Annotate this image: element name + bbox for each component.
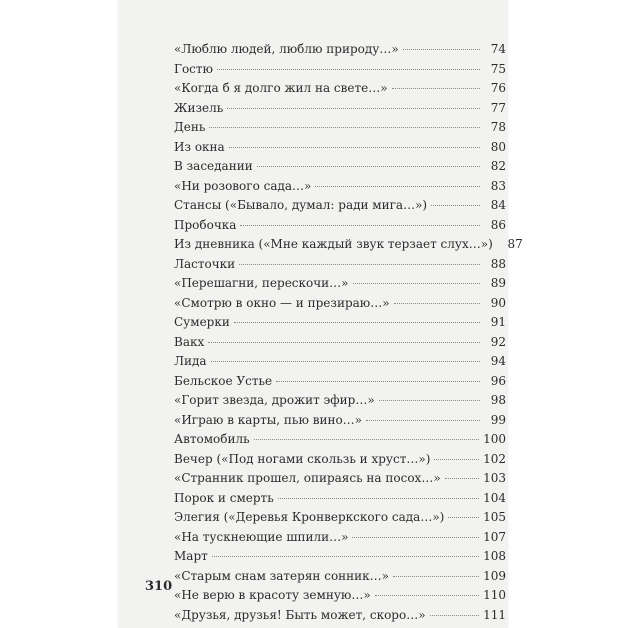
toc-entry xyxy=(174,450,506,470)
toc-entry-page: 74 xyxy=(490,42,506,56)
toc-entry-page: 98 xyxy=(490,393,506,407)
dot-leader xyxy=(254,439,479,440)
toc-entry xyxy=(174,372,506,392)
dot-leader xyxy=(240,225,480,226)
toc-entry-title: Вечер («Под ногами скользь и хруст…») xyxy=(174,451,431,466)
toc-entry-title: В заседании xyxy=(174,159,253,173)
toc-entry-title: Элегия («Деревья Кронверкского сада…») xyxy=(174,510,445,524)
dot-leader xyxy=(217,69,480,70)
toc-entry-title: «Когда б я долго жил на свете…» xyxy=(174,81,388,95)
toc-entry-title: «На тускнеющие шпили…» xyxy=(174,529,349,544)
toc-entry-title: Пробочка xyxy=(174,217,237,232)
toc-entry xyxy=(174,118,506,138)
toc-entry-page: 84 xyxy=(490,198,506,212)
dot-leader xyxy=(278,498,479,499)
toc-entry-page: 107 xyxy=(483,529,506,544)
toc-entry-page: 80 xyxy=(490,139,506,154)
dot-leader xyxy=(276,381,480,382)
dot-leader xyxy=(208,342,480,343)
toc-entry-title: «Перешагни, перескочи…» xyxy=(174,276,349,290)
dot-leader xyxy=(353,283,480,284)
toc-entry-title: «Старым снам затерян сонник…» xyxy=(174,568,390,583)
toc-entry-title: Из окна xyxy=(174,139,225,154)
toc-entry-page: 83 xyxy=(490,178,506,193)
dot-leader xyxy=(379,400,480,401)
toc-entry-title: Жизель xyxy=(174,100,224,115)
toc-entry-page: 111 xyxy=(483,607,506,622)
toc-entry-page: 87 xyxy=(507,237,523,251)
dot-leader xyxy=(375,595,479,596)
toc-entry-title: «Друзья, друзья! Быть может, скоро…» xyxy=(174,607,426,622)
toc-entry-title: Из дневника («Мне каждый звук терзает слух…») xyxy=(174,237,493,251)
toc-entry-title: «Играю в карты, пью вино…» xyxy=(174,412,363,427)
toc-entry xyxy=(174,177,506,197)
toc-entry-title: Гостю xyxy=(174,61,213,76)
dot-leader xyxy=(352,537,479,538)
toc-entry-title: Лида xyxy=(174,354,207,368)
toc-entry xyxy=(174,391,506,411)
toc-entry-title: Сумерки xyxy=(174,315,230,329)
toc-entry xyxy=(174,40,506,60)
dot-leader xyxy=(394,303,480,304)
dot-leader xyxy=(211,361,480,362)
toc-entry-page: 104 xyxy=(483,490,506,505)
toc-entry xyxy=(174,567,506,587)
toc-entry-title: Бельское Устье xyxy=(174,373,273,388)
toc-entry-page: 103 xyxy=(483,471,506,485)
dot-leader xyxy=(430,615,480,616)
toc-entry-page: 105 xyxy=(483,510,506,524)
dot-leader xyxy=(227,108,480,109)
toc-entry-page: 99 xyxy=(490,412,506,427)
toc-entry-title: Стансы («Бывало, думал: ради мига…») xyxy=(174,198,428,212)
toc-entry xyxy=(174,274,506,294)
toc-entry-page: 94 xyxy=(490,354,506,368)
toc-entry-title: Автомобиль xyxy=(174,432,250,446)
dot-leader xyxy=(239,264,480,265)
toc-entry-title: «Ни розового сада…» xyxy=(174,178,312,193)
toc-entry-title: Март xyxy=(174,549,208,563)
toc-entry xyxy=(174,352,506,372)
toc-entry xyxy=(174,606,506,626)
toc-entry xyxy=(174,294,506,314)
dot-leader xyxy=(366,420,480,421)
dot-leader xyxy=(234,322,480,323)
toc-entry xyxy=(174,469,506,489)
dot-leader xyxy=(212,556,479,557)
toc-entry-page: 100 xyxy=(483,432,506,446)
page-number: 310 xyxy=(145,579,173,594)
toc-entry xyxy=(174,313,506,333)
dot-leader xyxy=(431,205,480,206)
toc-entry xyxy=(174,528,506,548)
toc-entry xyxy=(174,216,506,236)
dot-leader xyxy=(257,166,480,167)
toc-entry xyxy=(174,255,506,275)
toc-entry-page: 90 xyxy=(490,295,506,310)
toc-entry xyxy=(174,99,506,119)
toc-entry-page: 102 xyxy=(483,451,506,466)
toc-entry-title: «Смотрю в окно — и презираю…» xyxy=(174,295,390,310)
toc-entry-page: 76 xyxy=(490,81,506,95)
toc-entry-title: «Горит звезда, дрожит эфир…» xyxy=(174,393,375,407)
toc-entry xyxy=(174,333,506,353)
toc-entry-title: День xyxy=(174,120,206,134)
table-of-contents xyxy=(174,40,523,625)
toc-entry-page: 92 xyxy=(490,334,506,349)
toc-entry xyxy=(174,489,506,509)
toc-entry-title: Вакх xyxy=(174,334,205,349)
toc-entry-title: Ласточки xyxy=(174,256,236,271)
toc-entry xyxy=(174,138,506,158)
toc-entry-page: 91 xyxy=(490,315,506,329)
toc-entry-title: «Не верю в красоту земную…» xyxy=(174,588,371,602)
toc-entry xyxy=(174,508,506,528)
toc-entry-page: 88 xyxy=(490,256,506,271)
dot-leader xyxy=(393,576,479,577)
dot-leader xyxy=(434,459,479,460)
dot-leader xyxy=(229,147,480,148)
toc-entry-page: 86 xyxy=(490,217,506,232)
toc-entry xyxy=(174,430,506,450)
toc-entry xyxy=(174,547,506,567)
toc-entry-page: 110 xyxy=(483,588,506,602)
toc-entry-title: «Люблю людей, люблю природу…» xyxy=(174,42,399,56)
toc-entry xyxy=(174,586,506,606)
toc-entry-page: 108 xyxy=(483,549,506,563)
dot-leader xyxy=(315,186,480,187)
toc-entry xyxy=(174,60,506,80)
toc-entry-title: Порок и смерть xyxy=(174,490,274,505)
toc-entry-title: «Странник прошел, опираясь на посох…» xyxy=(174,471,441,485)
dot-leader xyxy=(445,478,479,479)
dot-leader xyxy=(448,517,479,518)
toc-entry-page: 82 xyxy=(490,159,506,173)
toc-entry xyxy=(174,235,523,255)
dot-leader xyxy=(209,127,480,128)
toc-entry-page: 96 xyxy=(490,373,506,388)
toc-entry xyxy=(174,196,506,216)
toc-entry-page: 109 xyxy=(483,568,506,583)
dot-leader xyxy=(403,49,480,50)
toc-entry-page: 77 xyxy=(490,100,506,115)
toc-entry-page: 75 xyxy=(490,61,506,76)
toc-entry-page: 78 xyxy=(490,120,506,134)
dot-leader xyxy=(392,88,480,89)
toc-entry-page: 89 xyxy=(490,276,506,290)
toc-entry xyxy=(174,157,506,177)
toc-entry xyxy=(174,79,506,99)
toc-entry xyxy=(174,411,506,431)
